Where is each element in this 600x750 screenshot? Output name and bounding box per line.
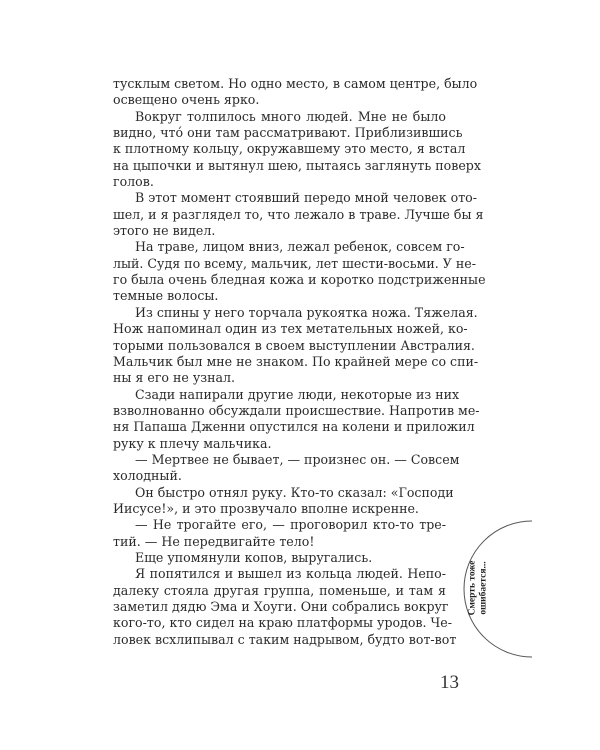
text-line: этого не видел.	[113, 223, 216, 239]
text-line: взволнованно обсуждали происшествие. Напротив ме-	[113, 402, 480, 418]
text-line: видно, что́ они там рассматривают. Приблизившись	[113, 125, 463, 141]
text-line: На траве, лицом вниз, лежал ребенок, совсем го-	[135, 239, 465, 255]
text-line: го была очень бледная кожа и коротко подстриженные	[113, 272, 486, 288]
text-line: на цыпочки и вытянул шею, пытаясь заглянуть поверх	[113, 157, 481, 173]
text-line: В этот момент стоявший передо мной человек ото-	[135, 190, 477, 206]
text-line: заметил дядю Эма и Хоуги. Они собрались вокруг	[113, 599, 449, 614]
paragraph	[113, 484, 454, 518]
text-line: Вокруг толпилось много людей. Мне не было	[135, 108, 446, 124]
text-line: — Мертвее не бывает, — произнес он. — Совсем	[135, 451, 460, 467]
paragraph	[113, 76, 478, 109]
text-line: ны я его не узнал.	[113, 370, 236, 386]
text-line: голов.	[113, 174, 154, 190]
text-line: к плотному кольцу, окружавшему это место, я встал	[113, 141, 466, 157]
text-line: тий. — Не передвигайте тело!	[113, 533, 315, 549]
paragraph	[113, 566, 457, 648]
text-line: руку к плечу мальчика.	[113, 435, 272, 451]
paragraph	[113, 517, 446, 550]
text-line: Нож напоминал один из тех метательных ножей, ко-	[113, 321, 468, 337]
text-line: Иисусе!», и это прозвучало вполне искренне.	[113, 500, 419, 516]
paragraph	[113, 304, 479, 387]
paragraph	[113, 108, 481, 191]
paragraph	[113, 550, 446, 566]
side-tab-line-2: ошибается...	[478, 561, 488, 615]
text-line: тусклым светом. Но одно место, в самом центре, было	[113, 76, 478, 91]
text-line: Из спины у него торчала рукоятка ножа. Тяжелая.	[135, 304, 478, 320]
paragraph	[113, 451, 460, 485]
page-number: 13	[440, 672, 459, 693]
text-line: торыми пользовался в своем выступлении Австралия.	[113, 337, 475, 353]
text-line: Мальчик был мне не знаком. По крайней мере со спи-	[113, 353, 479, 369]
text-line: Сзади напирали другие люди, некоторые из них	[135, 386, 460, 402]
text-line: ловек всхлипывал с таким надрывом, будто вот-вот	[113, 631, 457, 647]
text-line: освещено очень ярко.	[113, 92, 260, 108]
side-tab-line-1: Смерть тоже	[467, 560, 477, 616]
text-line: темные волосы.	[113, 288, 219, 304]
text-line: кого-то, кто сидел на краю платформы уродов. Че-	[113, 615, 452, 631]
paragraph	[113, 239, 486, 304]
chapter-side-tab	[458, 520, 498, 656]
text-line: ня Папаша Дженни опустился на колени и приложил	[113, 419, 475, 435]
text-line: Еще упомянули копов, выругались.	[135, 549, 373, 565]
text-line: шел, и я разглядел то, что лежало в траве. Лучше бы я	[113, 206, 484, 222]
text-line: — Не трогайте его, — проговорил кто-то тре-	[135, 517, 446, 533]
text-line: холодный.	[113, 468, 182, 484]
paragraph	[113, 190, 484, 239]
paragraph	[113, 386, 480, 452]
text-line: Я попятился и вышел из кольца людей. Непо-	[135, 566, 446, 582]
text-line: Он быстро отнял руку. Кто-то сказал: «Господи	[135, 484, 454, 500]
text-line: лый. Судя по всему, мальчик, лет шести-восьми. У не-	[113, 255, 476, 271]
text-line: далеку стояла другая группа, поменьше, и там я	[113, 582, 446, 598]
